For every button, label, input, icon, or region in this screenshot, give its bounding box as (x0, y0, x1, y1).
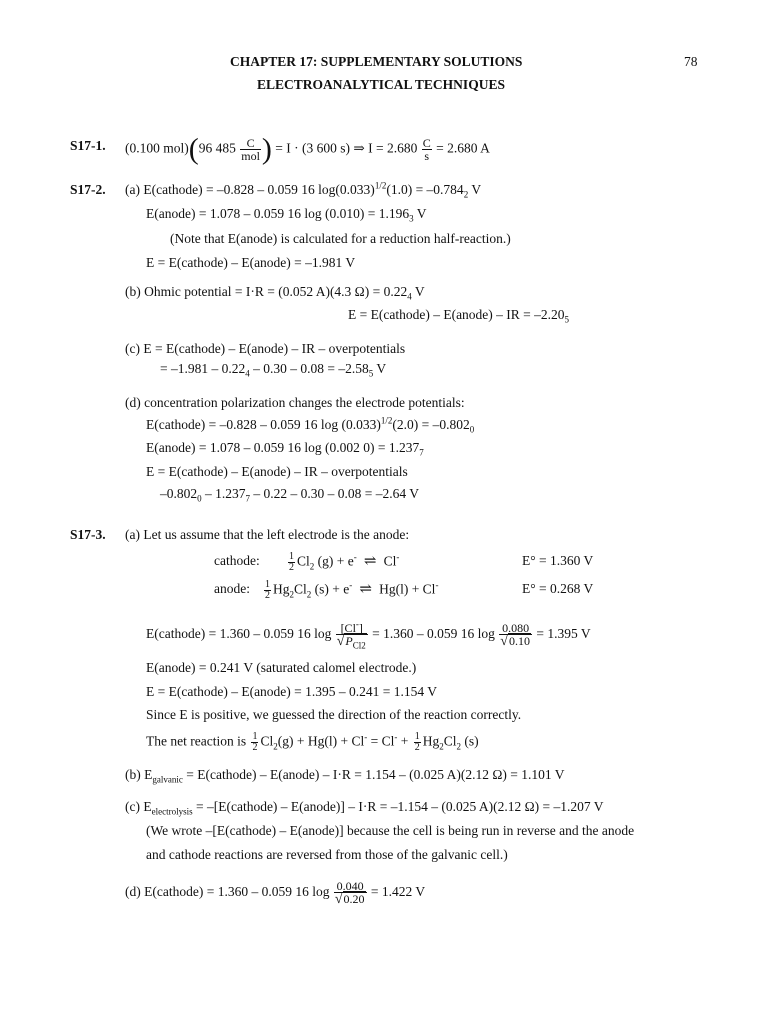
s17-3-net-reaction: The net reaction is $\frac{1}{2}$ $Cl_2(g) + Hg(l) + Cl^- = Cl^-$ + $\frac{1}{2}$ $Hg_2Cl_2$ (s) (146, 731, 479, 753)
s17-2-d-line1: (d) concentration polarization changes the electrode potentials: (125, 395, 465, 410)
s17-3-c-note2: and cathode reactions are reversed from those of the galvanic cell.) (146, 847, 508, 862)
s17-2-a-line4: E = E(cathode) – E(anode) = –1.981 V (146, 255, 356, 270)
s17-2-c-line2: = $-1.981 - 0.22_4 - 0.30 - 0.08 = -2.58_5$ V (160, 361, 387, 379)
s17-2-d-line3: E(anode) = 1.078 – 0.059 16 log (0.002 $0) = 1.237_7$ (146, 440, 424, 458)
s17-1-equation: (0.100 mol)(96 485 $\frac{C}{\text{mol}}$ ) = I · (3 600 s) ⇒ I = 2.680 $\frac{C}{s}$ = 2.680 A (125, 132, 490, 166)
s17-3-total-calc: E = E(cathode) – E(anode) = 1.395 – 0.241 = 1.154 V (146, 684, 438, 699)
s17-2-d-line4: E = E(cathode) – E(anode) – IR – overpotentials (146, 464, 408, 479)
s17-3-cathode-potential: E° = 1.360 V (522, 553, 594, 568)
chapter-title: CHAPTER 17: SUPPLEMENTARY SOLUTIONS (230, 54, 523, 69)
equilibrium-arrow-icon: ⇌ (360, 553, 381, 570)
s17-2-a-note: (Note that E(anode) is calculated for a reduction half-reaction.) (170, 231, 511, 246)
s17-3-b-line: (b) $E_{galvanic}$ = E(cathode) – E(anode) – I·R = 1.154 – (0.025 A)(2.12 Ω) = 1.101 V (125, 767, 565, 785)
s17-3-anode-reaction: $\frac{1}{2}$ $Hg_2Cl_2$ (s) + e- ⇌ Hg(l) + Cl- (265, 579, 439, 601)
s17-3-label: S17-3. (70, 527, 106, 542)
s17-2-b-line1: (b) Ohmic potential = I·R = (0.052 A)(4.3 $\Omega) = 0.22_4$ V (125, 284, 425, 302)
s17-3-since-line: Since E is positive, we guessed the direction of the reaction correctly. (146, 707, 522, 722)
s17-3-c-note1: (We wrote –[E(cathode) – E(anode)] because the cell is being run in reverse and the anode (146, 823, 635, 838)
s17-3-anode-calc: E(anode) = 0.241 V (saturated calomel electrode.) (146, 660, 417, 675)
s17-2-c-line1: (c) E = E(cathode) – E(anode) – IR – overpotentials (125, 341, 406, 356)
s17-2-d-line5: $-0.802_0 - 1.237_7 - 0.22 - 0.30 - 0.08 = -2.64$ V (160, 486, 419, 504)
s17-2-a-line1: (a) E(cathode) = –0.828 – 0.059 16 $\log(0.033)^{1/2}(1.0) = -0.784_2$ V (125, 180, 482, 200)
chapter-subtitle: ELECTROANALYTICAL TECHNIQUES (257, 77, 505, 92)
s17-2-b-line2: E = E(cathode) – E(anode) – IR = $-2.20_5$ (348, 307, 570, 325)
s17-1-label: S17-1. (70, 138, 106, 153)
s17-3-cathode-calc: E(cathode) = 1.360 – 0.059 16 log $\frac{[Cl^-]}{√P_{Cl2}}$ = 1.360 – 0.059 16 log $\frac{0.080}{√0.10}$ = 1.395 V (146, 619, 591, 651)
s17-2-a-line2: E(anode) = 1.078 – 0.059 16 $\log (0.010) = 1.196_3$ V (146, 206, 427, 224)
s17-3-anode-potential: E° = 0.268 V (522, 581, 594, 596)
s17-3-cathode-reaction: $\frac{1}{2}$ $Cl_2$ (g) + e- ⇌ Cl- (289, 551, 400, 573)
s17-3-d-line: (d) E(cathode) = 1.360 – 0.059 16 log $\frac{0.040}{√0.20}$ = 1.422 V (125, 879, 426, 907)
equilibrium-arrow-icon: ⇌ (355, 581, 376, 598)
s17-2-label: S17-2. (70, 182, 106, 197)
s17-3-anode-label: anode: (214, 581, 250, 596)
s17-3-c-line1: (c) $E_{electrolysis}$ = –[E(cathode) – E(anode)] – I·R = –1.154 – (0.025 A)(2.12 Ω) = –1.207 V (125, 799, 604, 817)
s17-2-d-line2: E(cathode) = –0.828 – 0.059 16 $\log (0.033)^{1/2}(2.0) = -0.802_0$ (146, 415, 475, 435)
s17-3-a-intro: (a) Let us assume that the left electrode is the anode: (125, 527, 410, 542)
page-number: 78 (684, 54, 698, 69)
s17-3-cathode-label: cathode: (214, 553, 260, 568)
